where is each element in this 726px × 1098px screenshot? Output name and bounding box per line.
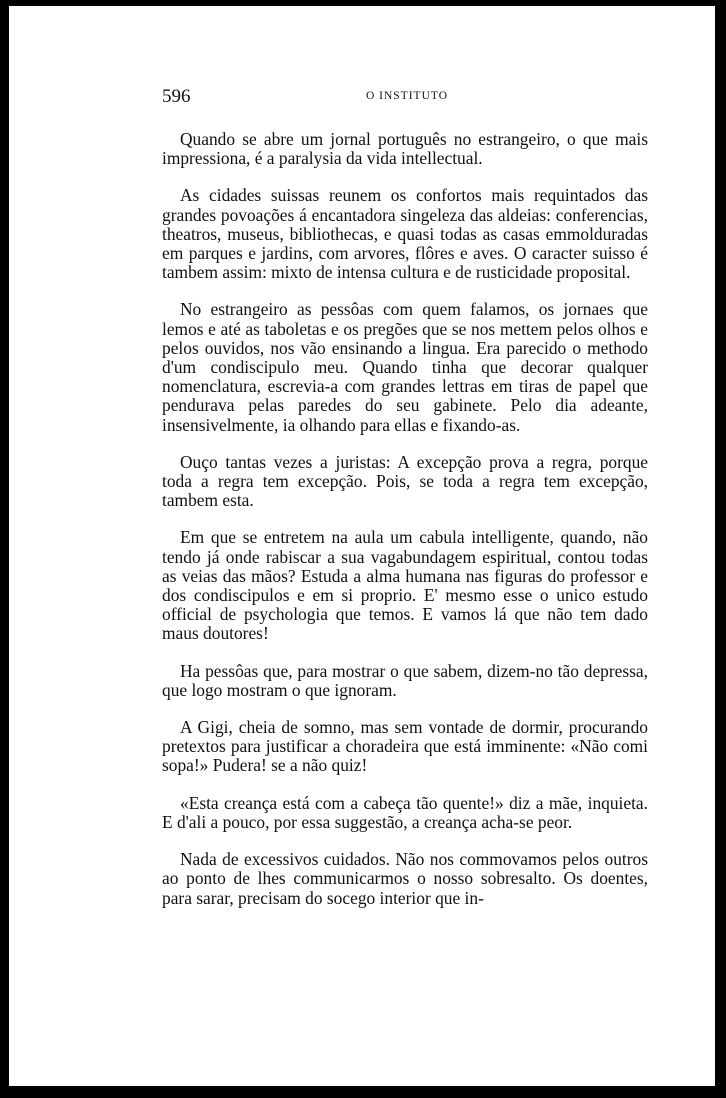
paragraph-5: Em que se entretem na aula um cabula intelligente, quando, não tendo já onde rabiscar a sua vagabundagem espiritual, contou todas as veias das mãos? Estuda a alma humana nas figuras do professor e dos condiscipulos e em si proprio. E' mesmo esse o unico estudo official de psychologia que temos. E vamos lá que não tem dado maus doutores! <box>162 527 648 644</box>
paragraph-4: Ouço tantas vezes a juristas: A excepção prova a regra, porque toda a regra tem excepção. Pois, se toda a regra tem excepção, tambem esta. <box>162 451 648 511</box>
running-title: O INSTITUTO <box>365 90 449 102</box>
body-text <box>162 130 648 908</box>
paragraph-9: Nada de excessivos cuidados. Não nos commovamos pelos outros ao ponto de lhes communicarmos o nosso sobresalto. Os doentes, para sarar, precisam do socego interior que in- <box>162 849 648 908</box>
paragraph-6: Ha pessôas que, para mostrar o que sabem, dizem-no tão depressa, que logo mostram o que ignoram. <box>162 660 648 700</box>
paragraph-3: No estrangeiro as pessôas com quem falamos, os jornaes que lemos e até as taboletas e os pregões que se nos mettem pelos olhos e pelos ouvidos, nos vão ensinando a lingua. Era parecido o methodo d'um condiscipulo meu. Quando tinha que decorar qualquer nomenclatura, escrevia-a com grandes lettras em tiras de papel que pendurava pelas paredes do seu gabinete. Pelo dia adeante, insensivelmente, ia olhando para ellas e fixando-as. <box>162 299 648 435</box>
page-number: 596 <box>162 86 191 107</box>
paragraph-8: «Esta creança está com a cabeça tão quente!» diz a mãe, inquieta. E d'ali a pouco, por essa suggestão, a creança acha-se peor. <box>162 792 648 832</box>
page-header <box>162 86 652 116</box>
paragraph-7: A Gigi, cheia de somno, mas sem vontade de dormir, procurando pretextos para justificar a choradeira que está imminente: «Não comi sopa!» Pudera! se a não quiz! <box>162 717 648 776</box>
document-page <box>9 6 715 1086</box>
paragraph-1: Quando se abre um jornal português no estrangeiro, o que mais impressiona, é a paralysia da vida intellectual. <box>162 129 648 169</box>
paragraph-2: As cidades suissas reunem os confortos mais requintados das grandes povoações á encantadora singeleza das aldeias: conferencias, theatros, museus, bibliothecas, e quasi todas as casas emmolduradas em parques e jardins, com arvores, flôres e aves. O caracter suisso é tambem assim: mixto de intensa cultura e de rusticidade proposital. <box>162 185 648 283</box>
